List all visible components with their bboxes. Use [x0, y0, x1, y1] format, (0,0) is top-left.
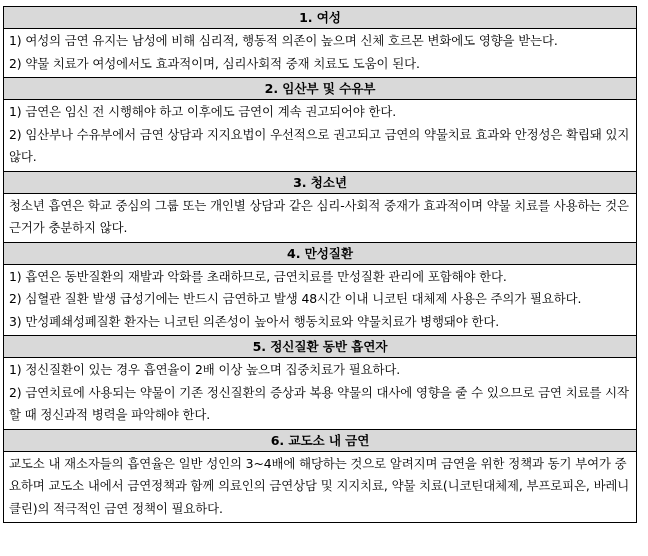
section-header-row	[4, 78, 637, 100]
section-header-row	[4, 336, 637, 358]
section-body	[4, 264, 637, 336]
section-line: 1) 여성의 금연 유지는 남성에 비해 심리적, 행동적 의존이 높으며 신체 호르몬 변화에도 영향을 받는다.	[9, 33, 558, 48]
section-line: 1) 흡연은 동반질환의 재발과 악화를 초래하므로, 금연치료를 만성질환 관리에 포함해야 한다.	[9, 268, 507, 284]
section-title: 5. 정신질환 동반 흡연자	[4, 336, 637, 358]
section-body-row	[4, 100, 637, 172]
section-body-row	[4, 29, 637, 78]
section-line: 청소년 흡연은 학교 중심의 그룹 또는 개인별 상담과 같은 심리-사회적 중재가 효과적이며 약물 치료를 사용하는 것은 근거가 충분하지 않다.	[9, 197, 629, 235]
section-line: 1) 금연은 임신 전 시행해야 하고 이후에도 금연이 계속 권고되어야 한다.	[9, 104, 397, 119]
section-line: 2) 약물 치료가 여성에서도 효과적이며, 심리사회적 중재 치료도 도움이 된다.	[9, 55, 420, 71]
section-header-row	[4, 242, 637, 264]
section-header-row	[4, 7, 637, 29]
section-line: 교도소 내 재소자들의 흡연율은 일반 성인의 3~4배에 해당하는 것으로 알려지며 금연을 위한 정책과 동기 부여가 중요하며 교도소 내에서 금연정책과 함께 의료인의 금연상담 및 지지치료, 약물 치료(니코틴대체제, 부프로피온, 바레니클린)의 적극적인 금연 정책이 필요하다.	[9, 455, 630, 516]
guideline-table	[3, 6, 637, 523]
section-line: 1) 정신질환이 있는 경우 흡연율이 2배 이상 높으며 집중치료가 필요하다.	[9, 362, 401, 377]
section-body	[4, 193, 637, 242]
section-title: 3. 청소년	[4, 171, 637, 193]
section-body	[4, 100, 637, 172]
section-body	[4, 358, 637, 430]
section-line: 2) 심혈관 질환 발생 급성기에는 반드시 금연하고 발생 48시간 이내 니코틴 대체제 사용은 주의가 필요하다.	[9, 291, 582, 306]
section-line: 2) 금연치료에 사용되는 약물이 기존 정신질환의 증상과 복용 약물의 대사에 영향을 줄 수 있으므로 금연 치료를 시작할 때 정신과적 병력을 파악해야 한다.	[9, 384, 629, 422]
section-title: 2. 임산부 및 수유부	[4, 78, 637, 100]
section-line: 2) 임산부나 수유부에서 금연 상담과 지지요법이 우선적으로 권고되고 금연의 약물치료 효과와 안정성은 확립돼 있지 않다.	[9, 126, 630, 164]
section-body-row	[4, 264, 637, 336]
section-body-row	[4, 451, 637, 523]
section-header-row	[4, 429, 637, 451]
section-body-row	[4, 193, 637, 242]
section-line: 3) 만성폐쇄성폐질환 환자는 니코틴 의존성이 높아서 행동치료와 약물치료가 병행돼야 한다.	[9, 313, 500, 329]
section-title: 1. 여성	[4, 7, 637, 29]
section-body	[4, 451, 637, 523]
section-body	[4, 29, 637, 78]
section-header-row	[4, 171, 637, 193]
section-body-row	[4, 358, 637, 430]
section-title: 4. 만성질환	[4, 242, 637, 264]
section-title: 6. 교도소 내 금연	[4, 429, 637, 451]
